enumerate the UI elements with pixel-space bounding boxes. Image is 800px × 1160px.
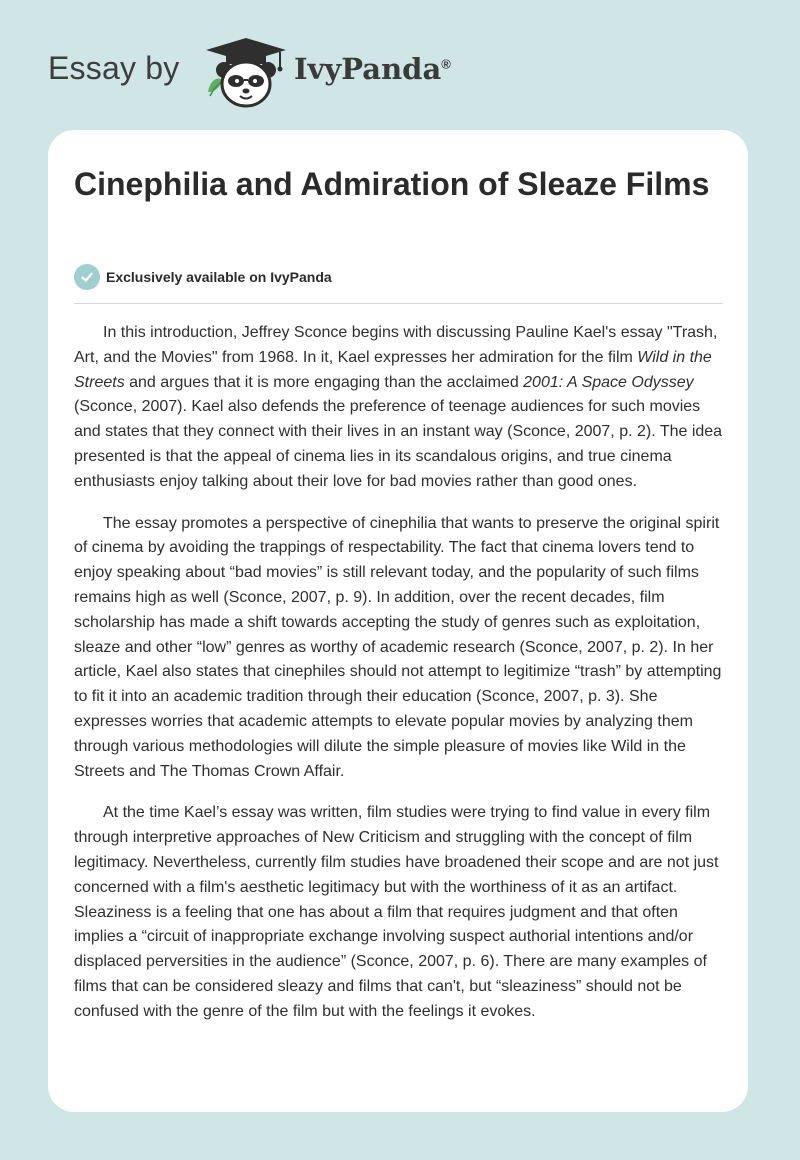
site-header xyxy=(0,0,800,130)
film-title-2001: 2001: A Space Odyssey xyxy=(523,373,694,391)
paragraph-3: At the time Kael’s essay was written, film studies were trying to find value in every film through interpretive approaches of New Criticism and struggling with the concept of film legitimacy. Nevertheless, currently film studies have broadened their scope and are not just concerned with a film's aesthetic legitimacy but with the worthiness of it as an artifact. Sleaziness is a feeling that one has about a film that requires judgment and that often implies a “circuit of inappropriate exchange involving suspect authorial intentions and/or displaced perversities in the audience” (Sconce, 2007, p. 6). There are many examples of films that can be considered sleazy and films that can't, but “sleaziness” should not be confused with the genre of the film but with the feelings it evokes. xyxy=(74,804,719,1020)
exclusive-badge xyxy=(74,264,332,290)
registered-mark: ® xyxy=(441,56,451,72)
paragraph-1-text-e: (Sconce, 2007). Kael also defends the preference of teenage audiences for such movies and states that they connect with their lives in an instant way (Sconce, 2007, p. 2). The idea presented is that the appeal of cinema lies in its scandalous origins, and true cinema enthusiasts enjoy talking about their love for bad movies rather than good ones. xyxy=(74,398,723,490)
film-title-wild-in-the-streets: Wild in the Streets xyxy=(74,348,712,391)
essay-body xyxy=(74,321,726,1042)
paragraph-1-text-c: and argues that it is more engaging than the acclaimed xyxy=(124,373,524,391)
paragraph-1 xyxy=(74,321,726,495)
essay-card xyxy=(48,130,748,1112)
essay-by-label: Essay by xyxy=(48,50,180,86)
panda-graduate-logo-icon[interactable] xyxy=(200,36,292,110)
divider xyxy=(74,303,723,304)
paragraph-1-text-a: In this introduction, Jeffrey Sconce begins with discussing Pauline Kael's essay "Trash, Art, and the Movies" from 1968. In it, Kael expresses her admiration for the film xyxy=(74,324,718,366)
essay-title: Cinephilia and Admiration of Sleaze Films xyxy=(74,166,710,202)
exclusive-badge-label: Exclusively available on IvyPanda xyxy=(106,269,332,285)
brand-label: IvyPanda xyxy=(294,52,442,86)
check-icon xyxy=(74,264,100,290)
paragraph-2: The essay promotes a perspective of cinephilia that wants to preserve the original spirit of cinema by avoiding the trappings of respectability. The fact that cinema lovers tend to enjoy speaking about “bad movies” is still relevant today, and the popularity of such films remains high as well (Sconce, 2007, p. 9). In addition, over the recent decades, film scholarship has made a shift towards accepting the study of genres such as exploitation, sleaze and other “low” genres as worthy of academic research (Sconce, 2007, p. 2). In her article, Kael also states that cinephiles should not attempt to legitimize “trash” by attempting to fit it into an academic tradition through their education (Sconce, 2007, p. 3). She expresses worries that academic attempts to elevate popular movies by analyzing them through various methodologies will dilute the simple pleasure of movies like Wild in the Streets and The Thomas Crown Affair. xyxy=(74,514,722,780)
brand-name[interactable] xyxy=(294,52,451,86)
